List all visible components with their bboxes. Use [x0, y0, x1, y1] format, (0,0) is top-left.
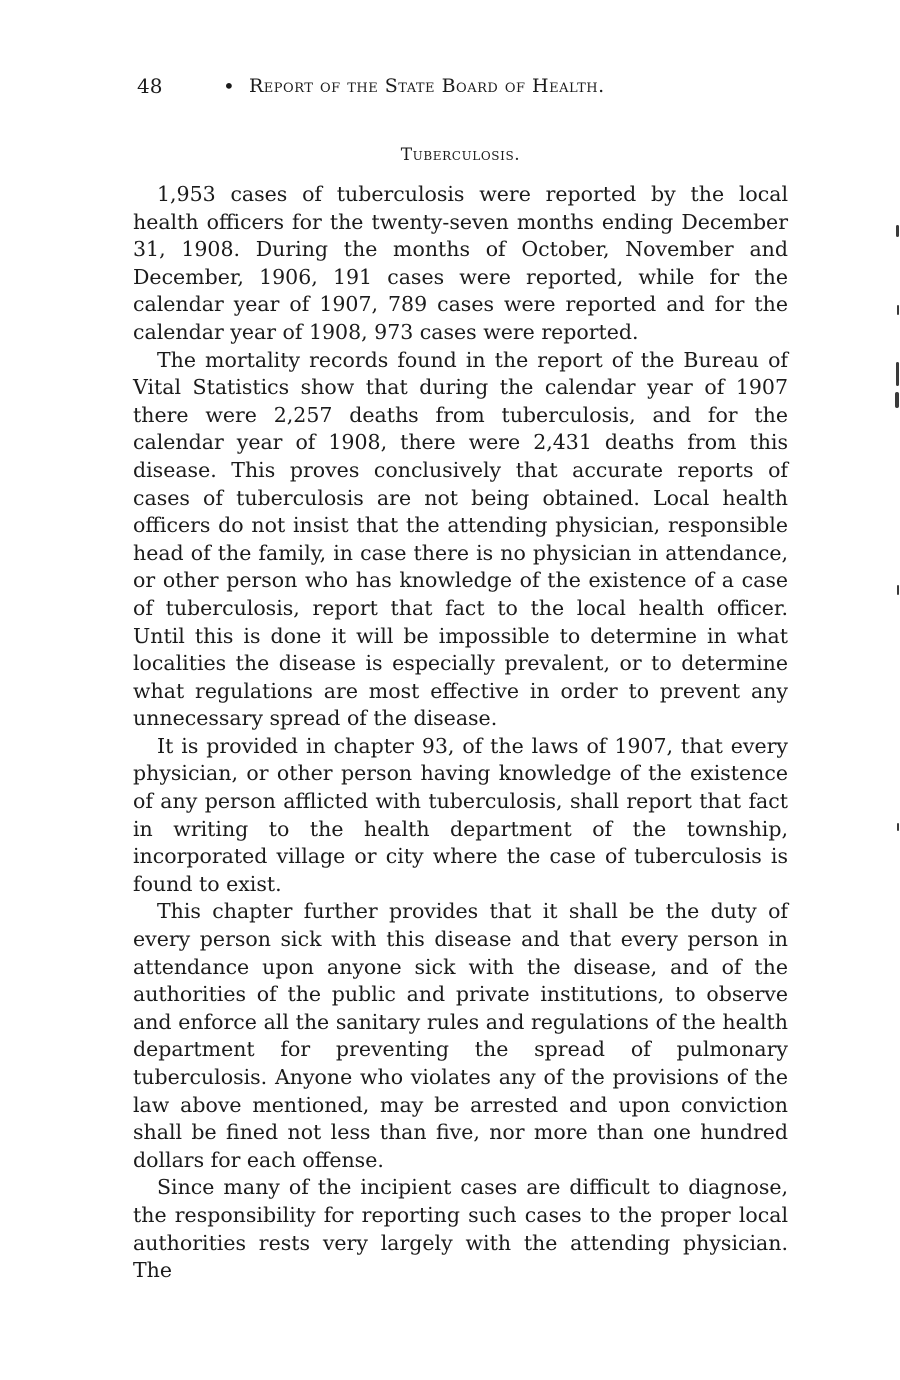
scan-artifact — [896, 225, 899, 237]
running-head — [133, 72, 788, 100]
running-title: Report of the State Board of Health. — [249, 75, 605, 97]
scan-artifact — [897, 305, 899, 315]
paragraph: Since many of the incipient cases are difficult to diagnose, the responsibility for reporting such cases to the proper local authorities rests very largely with the attending physician. The — [133, 1175, 788, 1283]
scan-artifact — [897, 585, 899, 595]
body-text — [133, 181, 788, 1285]
scan-artifact — [895, 392, 899, 408]
paragraph: It is provided in chapter 93, of the laws of 1907, that every physician, or other person having knowledge of the existence of any person afflicted with tuberculosis, shall report that fact in writing to the health department of the township, incorporated village or city where the case of tuberculosis is found to exist. — [133, 733, 788, 896]
scan-artifact — [896, 362, 899, 386]
paragraph: This chapter further provides that it shall be the duty of every person sick with this disease and that every person in attendance upon anyone sick with the disease, and of the authorities of the public and private institutions, to observe and enforce all the sanitary rules and regulations of the health department for preventing the spread of pulmonary tuberculosis. Anyone who violates any of the provisions of the law above mentioned, may be arrested and upon conviction shall be fined not less than five, nor more than one hundred dollars for each offense. — [133, 899, 788, 1172]
section-title: Tuberculosis. — [400, 145, 521, 165]
paragraph: The mortality records found in the report of the Bureau of Vital Statistics show that during the calendar year of 1907 there were 2,257 deaths from tuberculosis, and for the calendar year of 1908, there were 2,431 deaths from this disease. This proves conclusively that accurate reports of cases of tuberculosis are not being obtained. Local health officers do not insist that the attending physician, responsible head of the family, in case there is no physician in attendance, or other person who has knowledge of the existence of a case of tuberculosis, report that fact to the local health officer. Until this is done it will be impossible to determine in what localities the disease is especially prevalent, or to determine what regulations are most effective in order to prevent any unnecessary spread of the disease. — [133, 347, 788, 731]
page-number: 48 — [137, 74, 163, 98]
paragraph: 1,953 cases of tuberculosis were reported by the local health officers for the twenty-seven months ending December 31, 1908. During the months of October, November and December, 1906, 191 cases were reported, while for the calendar year of 1907, 789 cases were reported and for the calendar year of 1908, 973 cases were reported. — [133, 182, 788, 344]
scan-artifact — [897, 823, 899, 831]
header-bullet: • — [223, 74, 235, 98]
